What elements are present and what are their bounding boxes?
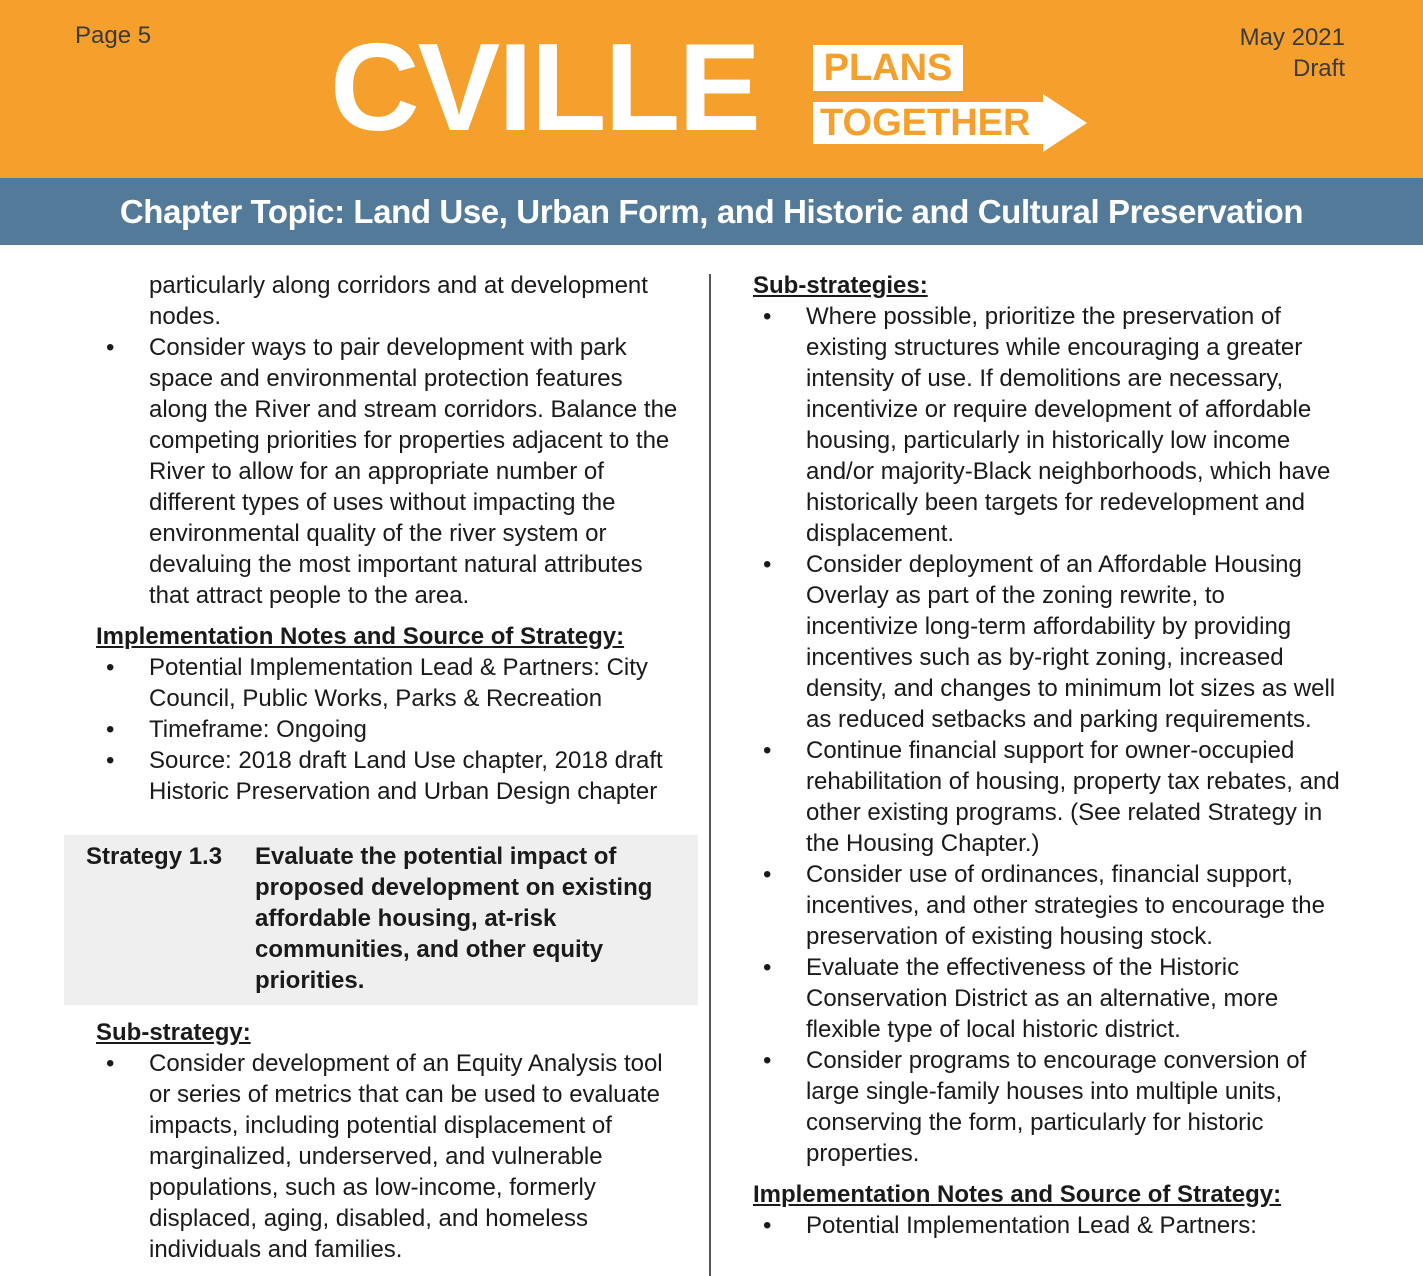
sub-strategy-heading: Sub-strategy: bbox=[96, 1019, 251, 1046]
chapter-banner bbox=[0, 178, 1423, 245]
page-header bbox=[0, 0, 1423, 178]
chapter-title: Chapter Topic: Land Use, Urban Form, and Historic and Cultural Preservation bbox=[119, 193, 1304, 230]
document-date: May 2021 bbox=[1239, 24, 1345, 51]
document-status: Draft bbox=[1292, 55, 1345, 82]
list-item bbox=[753, 301, 1343, 549]
bullet-icon: • bbox=[106, 747, 115, 774]
list-item-text: Consider programs to encourage conversion of large single-family houses into multiple units, conserving the form, particularly for historic properties. bbox=[806, 1047, 1307, 1167]
page-number: Page 5 bbox=[75, 22, 152, 49]
list-item bbox=[96, 652, 686, 714]
bullet-icon: • bbox=[763, 1047, 772, 1074]
column-divider bbox=[709, 274, 711, 1276]
list-item bbox=[96, 714, 686, 745]
list-item bbox=[753, 859, 1343, 952]
logo-together-text: TOGETHER bbox=[820, 102, 1031, 144]
list-item bbox=[753, 1045, 1343, 1169]
implementation-list bbox=[96, 652, 686, 807]
list-item bbox=[753, 735, 1343, 859]
bullet-icon: • bbox=[106, 654, 115, 681]
list-item bbox=[753, 952, 1343, 1045]
bullet-icon: • bbox=[106, 1050, 115, 1077]
list-item bbox=[753, 1210, 1343, 1241]
intro-bullet-list bbox=[96, 332, 686, 611]
left-column bbox=[96, 270, 686, 807]
bullet-icon: • bbox=[763, 551, 772, 578]
list-item-text: Potential Implementation Lead & Partners: City Council, Public Works, Parks & Recreation bbox=[149, 654, 648, 712]
list-item-text: Consider use of ordinances, financial support, incentives, and other strategies to encourage the preservation of existing housing stock. bbox=[806, 861, 1325, 950]
bullet-icon: • bbox=[763, 954, 772, 981]
strategy-callout bbox=[64, 835, 698, 1005]
list-item-text: Consider development of an Equity Analysis tool or series of metrics that can be used to evaluate impacts, including potential displacement of marginalized, underserved, and vulnerable populations, such as low-income, formerly displaced, aging, disabled, and homeless individuals and families. bbox=[149, 1050, 663, 1263]
list-item-text: Consider ways to pair development with park space and environmental protection features along the River and stream corridors. Balance the competing priorities for properties adjacent to the River to allow for an appropriate number of different types of uses without impacting the environmental quality of the river system or devaluing the most important natural attributes that attract people to the area. bbox=[149, 334, 678, 609]
logo-cville-text: CVILLE bbox=[330, 19, 759, 157]
list-item-text: Continue financial support for owner-occupied rehabilitation of housing, property tax rebates, and other existing programs. (See related Strategy in the Housing Chapter.) bbox=[806, 737, 1340, 857]
right-column bbox=[753, 270, 1343, 1241]
sub-strategies-list bbox=[753, 301, 1343, 1169]
list-item bbox=[753, 549, 1343, 735]
logo-plans-box bbox=[813, 45, 963, 91]
bullet-icon: • bbox=[763, 861, 772, 888]
bullet-icon: • bbox=[763, 737, 772, 764]
list-item-text: Potential Implementation Lead & Partners: bbox=[806, 1212, 1257, 1239]
list-item-text: Source: 2018 draft Land Use chapter, 2018 draft Historic Preservation and Urban Design chapter bbox=[149, 747, 663, 805]
left-sub-strategy-section bbox=[96, 1017, 686, 1265]
list-item bbox=[96, 1048, 686, 1265]
strategy-number: Strategy 1.3 bbox=[86, 843, 223, 870]
list-item-text: Where possible, prioritize the preservation of existing structures while encouraging a greater intensity of use. If demolitions are necessary, incentivize or require development of affordable housing, particularly in historically low income and/or majority-Black neighborhoods, which have historically been targets for redevelopment and displacement. bbox=[806, 303, 1331, 547]
bullet-icon: • bbox=[763, 1212, 772, 1239]
strategy-text: Evaluate the potential impact of proposed development on existing affordable housing, at-risk communities, and other equity priorities. bbox=[255, 843, 653, 994]
bullet-icon: • bbox=[763, 303, 772, 330]
date-status bbox=[1240, 22, 1345, 84]
list-item-text: Evaluate the effectiveness of the Historic Conservation District as an alternative, more flexible type of local historic district. bbox=[806, 954, 1279, 1043]
sub-strategies-heading: Sub-strategies: bbox=[753, 272, 928, 299]
list-item-text: Timeframe: Ongoing bbox=[149, 716, 367, 743]
list-item bbox=[96, 332, 686, 611]
bullet-icon: • bbox=[106, 716, 115, 743]
logo-plans-text: PLANS bbox=[823, 47, 953, 89]
implementation-list bbox=[753, 1210, 1343, 1241]
list-item bbox=[96, 745, 686, 807]
list-item-text: Consider deployment of an Affordable Housing Overlay as part of the zoning rewrite, to incentivize long-term affordability by providing incentives such as by-right zoning, increased density, and changes to minimum lot sizes as well as reduced setbacks and parking requirements. bbox=[806, 551, 1336, 733]
implementation-heading: Implementation Notes and Source of Strategy: bbox=[96, 623, 625, 650]
implementation-heading: Implementation Notes and Source of Strategy: bbox=[753, 1181, 1282, 1208]
bullet-icon: • bbox=[106, 334, 115, 361]
sub-strategy-list bbox=[96, 1048, 686, 1265]
bullet-continuation: particularly along corridors and at development nodes. bbox=[149, 272, 648, 330]
